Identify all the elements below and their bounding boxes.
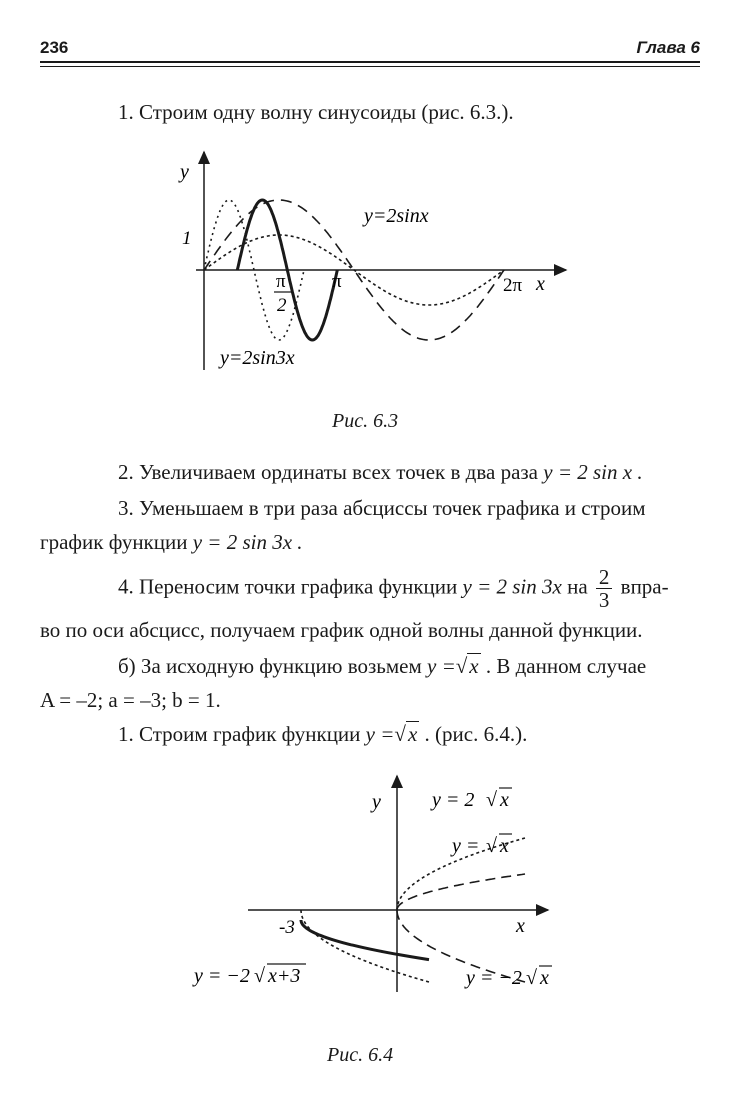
fig1-x-label: x: [536, 273, 545, 295]
label-2sqrtx-lhs: y = 2: [432, 789, 475, 811]
label-sqrtx-rad: x: [500, 835, 509, 857]
fig1-y-label: y: [180, 161, 189, 183]
fig1-tick-2pi: 2π: [503, 275, 523, 296]
part-b-line-2: A = –2; a = –3; b = 1.: [40, 688, 221, 712]
step-4-fraction-den: 3: [598, 588, 610, 612]
step-1-text: 1. Строим одну волну синусоиды (рис. 6.3.).: [118, 100, 514, 124]
label-sqrtx-root: √: [486, 835, 497, 857]
step-4-fraction-num: 2: [596, 566, 613, 589]
fig2-y-label: y: [372, 791, 381, 813]
step-2-formula: y = 2 sin x .: [543, 460, 643, 484]
step-b1-end: . (рис. 6.4.).: [424, 722, 528, 746]
part-b-formula-lhs: y =: [427, 654, 456, 678]
label-neg2sqrtx-rad: x: [540, 967, 549, 989]
step-b1-formula-lhs: y =: [365, 722, 395, 746]
curve-neg-2-sqrt-x-shifted-dotted: [301, 910, 429, 982]
label-shifted-rad: x+3: [268, 965, 301, 987]
page-number: 236: [40, 38, 69, 57]
label-sqrtx-lhs: y =: [452, 835, 480, 857]
step-4-line-2: во по оси абсцисс, получаем график одной волны данной функции.: [40, 618, 643, 642]
step-4-text-a: 4. Переносим точки графика функции: [118, 574, 458, 599]
step-b1-sqrt: √x: [394, 722, 418, 746]
fig1-tick-pi-half-num: π: [276, 271, 286, 292]
figure-6-3-caption: Рис. 6.3: [332, 410, 399, 432]
step-4-text-c: впра-: [620, 574, 669, 599]
label-2sqrtx-rad: x: [500, 789, 509, 811]
label-2sinx: y=2sinx: [364, 205, 429, 227]
part-b-sqrt: √x: [455, 654, 479, 678]
label-shifted-lhs: y = −2: [194, 965, 250, 987]
step-3-formula: y = 2 sin 3x .: [192, 530, 303, 554]
label-2sin3x: y=2sin3x: [220, 347, 295, 369]
fig1-tick-pi-half-den: 2: [277, 295, 287, 316]
part-b-text: б) За исходную функцию возьмем: [118, 654, 422, 678]
step-b1-text: 1. Строим график функции: [118, 722, 361, 746]
curve-sqrt-x: [397, 874, 525, 910]
label-shifted-root: √: [254, 965, 265, 987]
fig2-tick-minus3: -3: [279, 917, 295, 938]
part-b-radicand: x: [469, 654, 479, 678]
curve-neg-2-sqrt-x-plus-3: [301, 920, 429, 960]
part-b-text-end: . В данном случае: [485, 654, 647, 678]
fig1-tick-pi: π: [332, 271, 342, 292]
chapter-title: Глава 6: [636, 38, 700, 57]
fig1-tick-one: 1: [182, 228, 192, 249]
label-2sqrtx-root: √: [486, 789, 497, 811]
step-4-formula: y = 2 sin 3x: [462, 574, 562, 599]
step-4-text-b: на: [567, 574, 588, 599]
step-2-text: 2. Увеличиваем ординаты всех точек в два раза: [118, 460, 538, 484]
fig2-x-label: x: [516, 915, 525, 937]
figure-6-4-caption: Рис. 6.4: [327, 1044, 394, 1066]
step-b1-radicand: x: [407, 722, 418, 746]
step-3-text: график функции: [40, 530, 188, 554]
label-neg2sqrtx-lhs: y = −2: [466, 967, 522, 989]
step-3-line-1: 3. Уменьшаем в три раза абсциссы точек графика и строим: [118, 496, 646, 520]
label-neg2sqrtx-root: √: [526, 967, 537, 989]
